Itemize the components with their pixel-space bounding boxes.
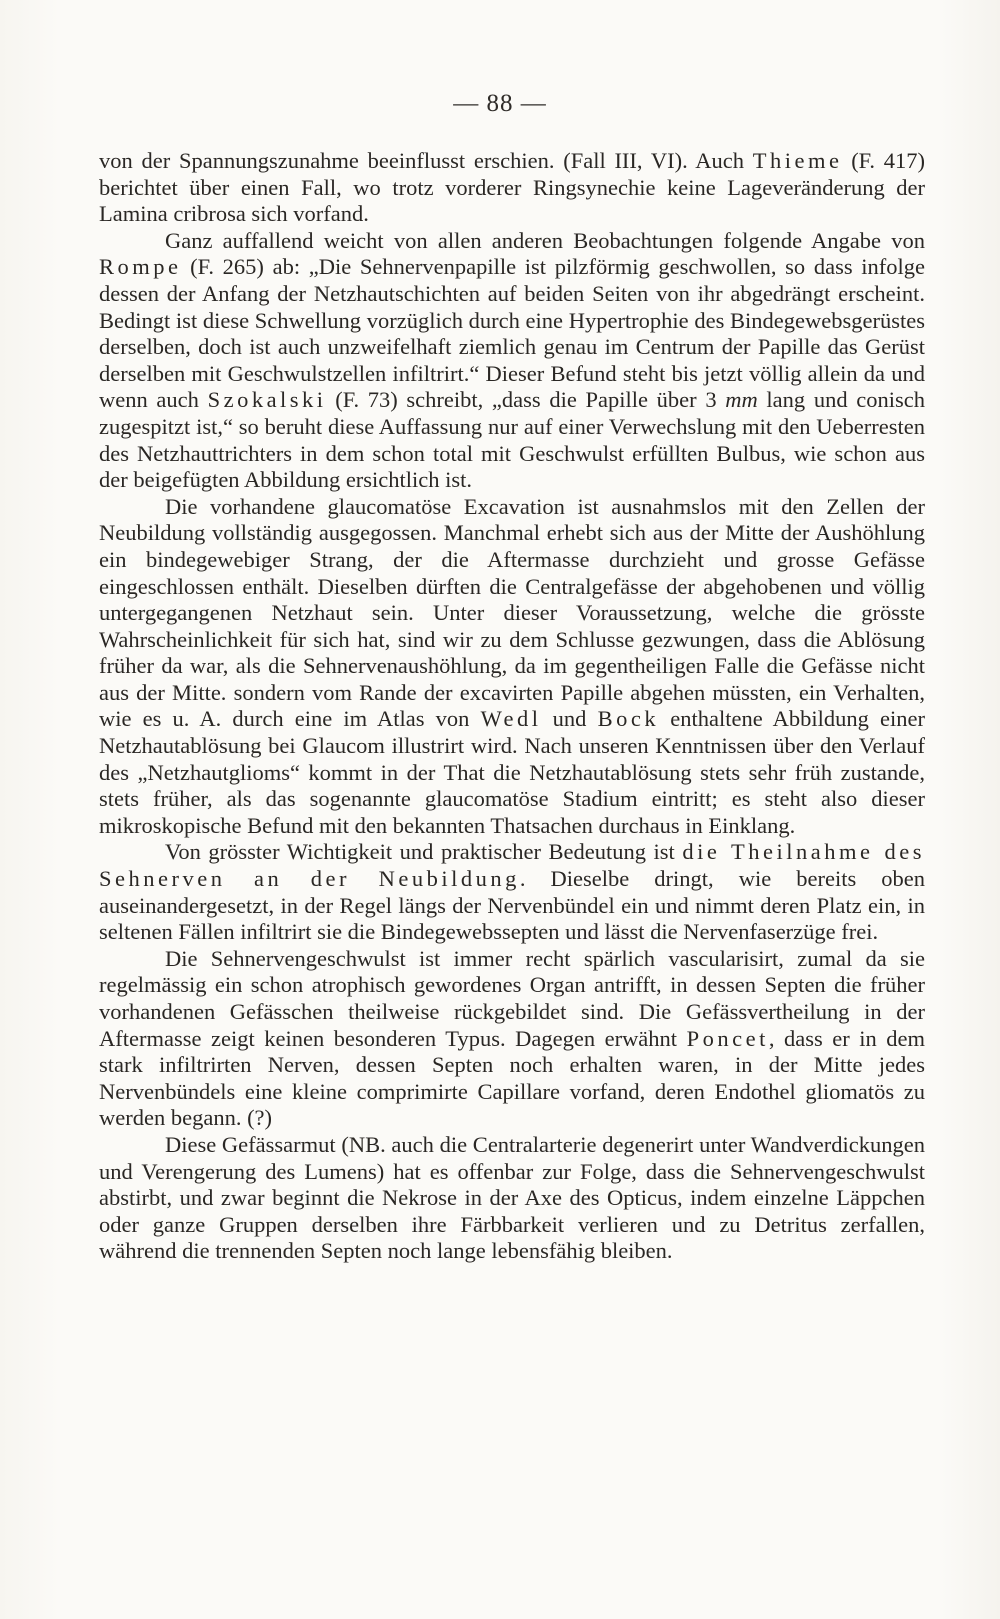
text-run: . Dieselbe dringt, wie bereits oben auseinandergesetzt, in der Regel längs der Nervenbündel ein und nimmt deren Platz ein, in seltenen Fällen infiltrirt sie die Bindegewebssepten und lässt die Nervenfaserzüge frei. — [99, 866, 925, 945]
text-run: Die Sehnervengeschwulst ist immer recht spärlich vascularisirt, zumal da sie regelmässig ein schon atrophisch gewordenes Organ antrifft, in dessen Septen die früher vorhandenen Gefässchen theilweise rückgebildet sind. Die Gefässvertheilung in der Aftermasse zeigt keinen besonderen Typus. Dagegen erwähnt — [99, 945, 925, 1051]
text-run: von der Spannungszunahme beeinflusst erschien. (Fall III, VI). Auch — [99, 148, 753, 173]
text-run: (F. 265) ab: „Die Sehnervenpapille ist pilzförmig geschwollen, so dass infolge dessen der Anfang der Netzhautschichten auf beiden Seiten von ihr abgedrängt erscheint. Bedingt ist diese Schwellung vorzüglich durch eine Hypertrophie des Bindegewebsgerüstes derselben, doch ist auch unzweifelhaft ziemlich genau im Centrum der Papille das Gerüst derselben mit Geschwulstzellen infiltrirt.“ Dieser Befund steht bis jetzt völlig allein da und wenn auch — [99, 254, 925, 413]
spaced-name: Poncet — [686, 1025, 769, 1051]
text-run: (F. 73) schreibt, „dass die Papille über 3 — [326, 387, 726, 413]
paragraph — [99, 228, 925, 494]
page-number: — 88 — — [453, 90, 547, 117]
text-run: Die vorhandene glaucomatöse Excavation ist ausnahmslos mit den Zellen der Neubildung vollständig ausgegossen. Manchmal erhebt sich aus der Mitte der Aushöhlung ein bindegewebiger Strang, der die Aftermasse durchzieht und grosse Gefässe eingeschlossen enthält. Dieselben dürften die Centralgefässe der abgehobenen und völlig untergegangenen Netzhaut sein. Unter dieser Voraussetzung, welche die grösste Wahrscheinlichkeit für sich hat, sind wir zu dem Schlusse gezwungen, dass die Ablösung früher da war, als die Sehnervenaushöhlung, da im gegentheiligen Falle die Gefässe nicht aus der Mitte. sondern vom Rande der excavirten Papille abgehen müssten, ein Verhalten, wie es u. A. durch eine im Atlas von — [99, 493, 925, 732]
spaced-name: Rompe — [99, 254, 182, 280]
text-run: (F. 417) berichtet über einen Fall, wo trotz vorderer Ringsynechie keine Lageveränderung der Lamina cribrosa sich vorfand. — [99, 148, 926, 227]
text-run: und — [541, 706, 598, 732]
spaced-name: die Theilnahme des Sehnerven an der Neubildung — [99, 839, 926, 892]
body-text — [99, 148, 925, 1265]
text-run: , dass er in dem stark infiltrirten Nerven, dessen Septen noch erhalten waren, in der Mitte jedes Nervenbündels eine kleine comprimirte Capillare vorfand, deren Endothel gliomatös zu werden begann. (?) — [99, 1025, 925, 1131]
spaced-name: Bock — [597, 706, 660, 732]
paragraph — [99, 148, 925, 228]
text-run: Diese Gefässarmut (NB. auch die Centralarterie degenerirt unter Wandverdickungen und Verengerung des Lumens) hat es offenbar zur Folge, dass die Sehnervengeschwulst abstirbt, und zwar beginnt die Nekrose in der Axe des Opticus, indem einzelne Läppchen oder ganze Gruppen derselben ihre Färbbarkeit verlieren und zu Detritus zerfallen, während die trennenden Septen noch lange lebensfähig bleiben. — [99, 1131, 925, 1264]
spaced-name: Szokalski — [207, 387, 327, 413]
paragraph — [99, 1132, 925, 1265]
text-run: lang und conisch zugespitzt ist,“ so beruht diese Auffassung nur auf einer Verwechslung mit den Ueberresten des Netzhauttrichters in dem schon total mit Geschwulst erfüllten Bulbus, wie schon aus der beigefügten Abbildung ersichtlich ist. — [99, 387, 925, 493]
paragraph — [99, 839, 925, 945]
paragraph — [99, 946, 925, 1132]
spaced-name: Thieme — [752, 148, 843, 173]
text-run: Ganz auffallend weicht von allen anderen Beobachtungen folgende Angabe von — [165, 227, 925, 253]
text-run: enthaltene Abbildung einer Netzhautablösung bei Glaucom illustrirt wird. Nach unseren Kenntnissen über den Verlauf des „Netzhautglioms“ kommt in der That die Netzhautablösung stets sehr früh zustande, stets früher, als das sogenannte glaucomatöse Stadium eintritt; es steht also dieser mikroskopische Befund mit den bekannten Thatsachen durchaus in Einklang. — [99, 706, 925, 838]
spaced-name: Wedl — [480, 706, 542, 732]
text-run: Von grösster Wichtigkeit und praktischer Bedeutung ist — [165, 839, 683, 865]
italic-unit: mm — [725, 387, 758, 413]
paragraph — [99, 494, 925, 840]
